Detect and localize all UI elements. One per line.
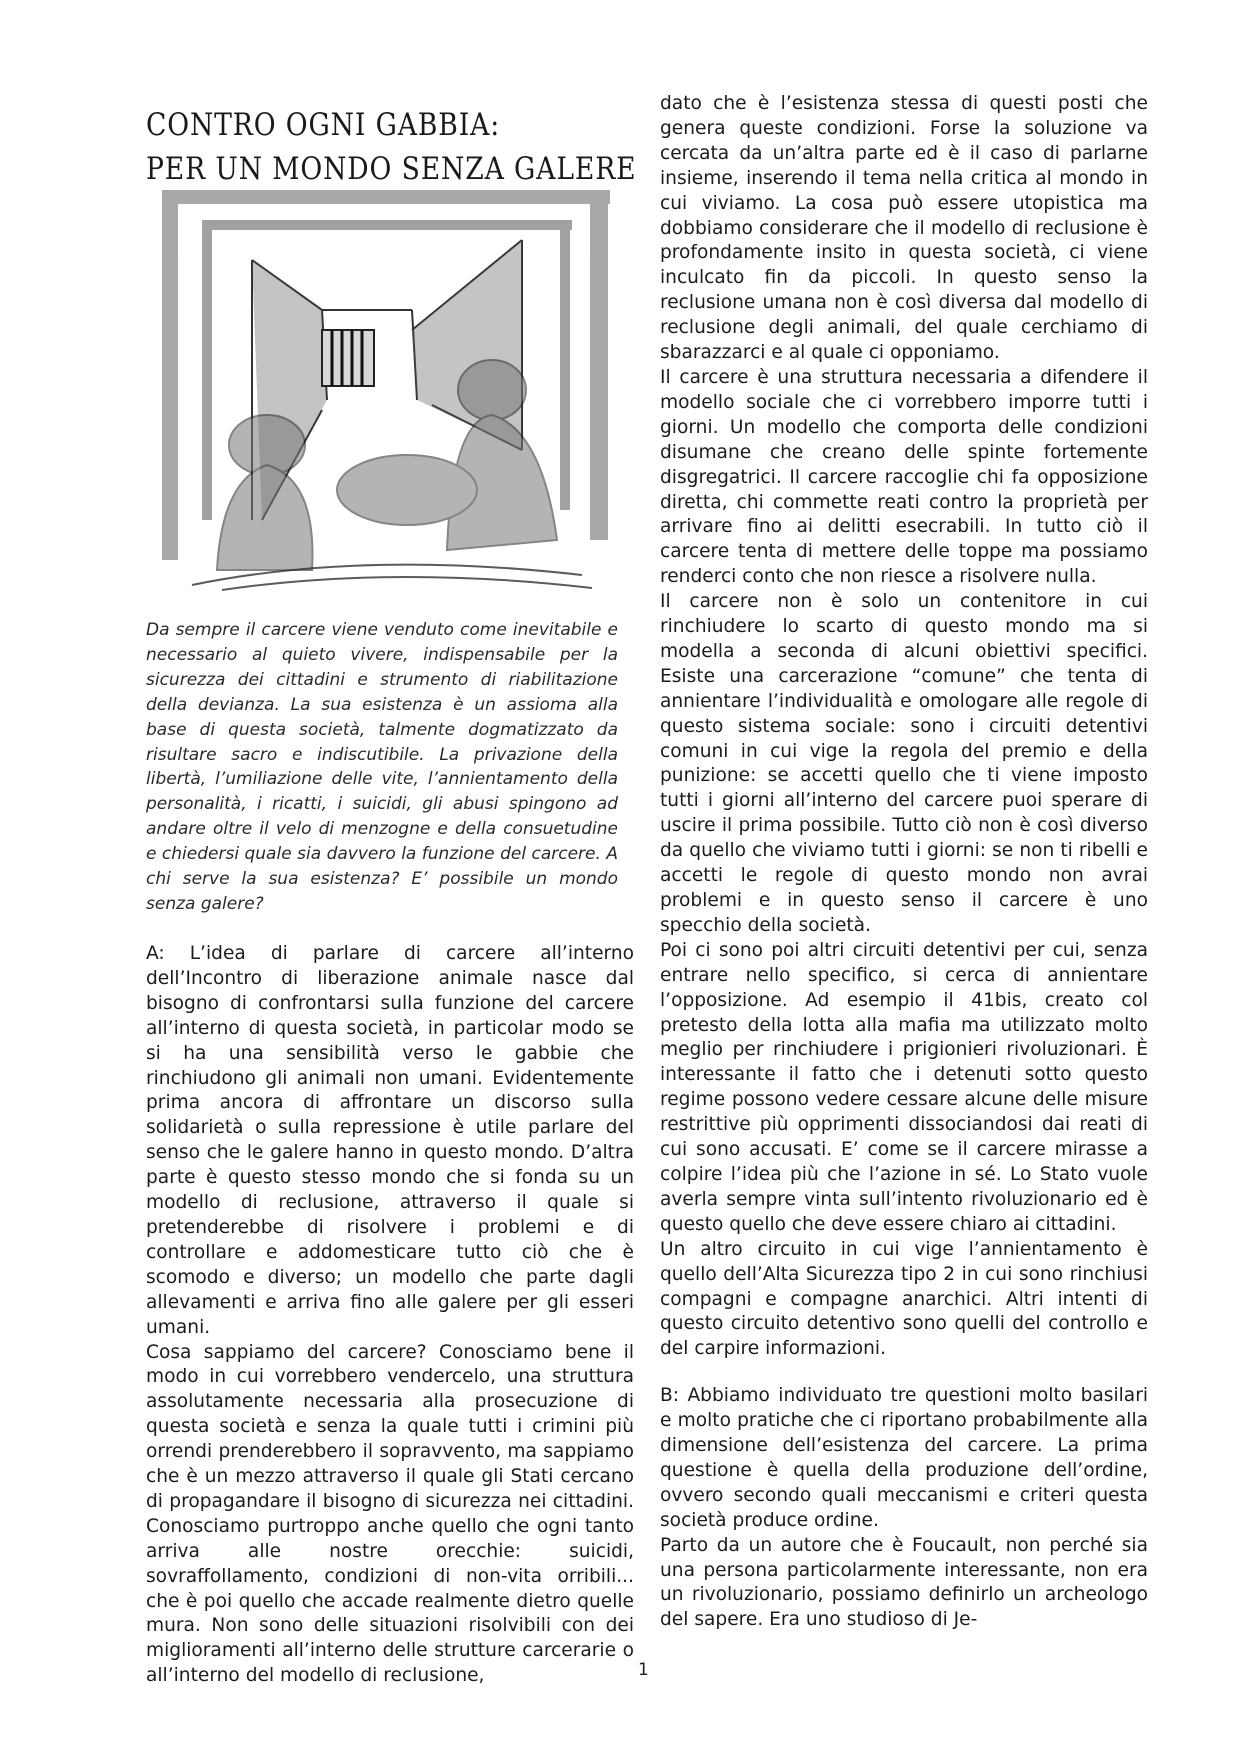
paragraph-right-7: Parto da un autore che è Foucault, non perché sia una persona particolarmente interessante, non era un rivoluzionario, possiamo definirlo un archeologo del sapere. Era uno studioso di Je-: [660, 1534, 1148, 1631]
paragraph-right-6: B: Abbiamo individuato tre questioni molto basilari e molto pratiche che ci riportano probabilmente alla dimensione dell’esistenza del carcere. La prima questione è quella della produzione dell’ordine, ovvero secondo quali meccanismi e criteri questa società produce ordine.: [660, 1385, 1148, 1531]
paragraph-right-4: Poi ci sono poi altri circuiti detentivi per cui, senza entrare nello specifico, si cerca di annientare l’opposizione. Ad esempio il 41bis, creato col pretesto della lotta alla mafia ma utilizzato molto meglio per rinchiudere i prigionieri rivoluzionari. È interessante il fatto che i detenuti sotto questo regime possono vedere cessare alcune delle misure restrittive più opprimenti dissociandosi dai reati di cui sono accusati. E’ come se il carcere mirasse a colpire l’idea più che l’azione in sé. Lo Stato vuole averla sempre vinta sull’intento rivoluzionario ed è questo quello che deve essere chiaro ai cittadini.: [660, 939, 1148, 1235]
title-line-1: CONTRO OGNI GABBIA:: [146, 106, 501, 143]
right-column: [660, 92, 1148, 1633]
title-line-2: PER UN MONDO SENZA GALERE: [146, 150, 637, 187]
paragraph-right-2: Il carcere è una struttura necessaria a difendere il modello sociale che ci vorrebbero imporre tutti i giorni. Un modello che comporta delle condizioni disumane che creano delle spinte fortemente disgregatrici. Il carcere raccoglie chi fa opposizione diretta, chi commette reati contro la proprietà per arrivare fino ai delitti esecrabili. In tutto ciò il carcere tenta di mettere delle toppe ma possiamo renderci conto che non riesce a risolvere nulla.: [660, 366, 1148, 588]
intro-paragraph: Da sempre il carcere viene venduto come inevitabile e necessario al quieto vivere, indispensabile per la sicurezza dei cittadini e strumento di riabilitazione della devianza. La sua esistenza è un assioma alla base di questa società, talmente dogmatizzato da risultare sacro e indiscutibile. La privazione della libertà, l’umiliazione delle vite, l’annientamento della personalità, i ricatti, i suicidi, gli abusi spingono ad andare oltre il velo di menzogne e della consuetudine e chiedersi quale sia davvero la funzione del carcere. A chi serve la sua esistenza? E’ possibile un mondo senza galere?: [146, 620, 618, 914]
page-number: 1: [638, 1660, 649, 1680]
intro-italic-text: [146, 618, 618, 917]
left-column: [146, 942, 634, 1689]
paragraph-right-5: Un altro circuito in cui vige l’annientamento è quello dell’Alta Sicurezza tipo 2 in cui sono rinchiusi compagni e compagne anarchici. Altri intenti di questo circuito detentivo sono quelli del controllo e del carpire informazioni.: [660, 1238, 1148, 1360]
paragraph-left-2: Cosa sappiamo del carcere? Conosciamo bene il modo in cui vorrebbero vendercelo, una struttura assolutamente necessaria alla prosecuzione di questa società e senza la quale tutti i crimini più orrendi prenderebbero il sopravvento, ma sappiamo che è un mezzo attraverso il quale gli Stati cercano di propagandare il bisogno di sicurezza nei cittadini. Conosciamo purtroppo anche quello che ogni tanto arriva alle nostre orecchie: suicidi, sovraffollamento, condizioni di non-vita orribili... che è poi quello che accade realmente dietro quelle mura. Non sono delle situazioni risolvibili con dei miglioramenti all’interno delle strutture carcerarie o all’interno del modello di reclusione,: [146, 1341, 634, 1687]
prison-sketch-illustration: [162, 190, 614, 594]
paragraph-right-1: dato che è l’esistenza stessa di questi posti che genera queste condizioni. Forse la soluzione va cercata da un’altra parte ed è il caso di parlarne insieme, inserendo il tema nella critica al mondo in cui viviamo. La cosa può essere utopistica ma dobbiamo considerare che il modello di reclusione è profondamente insito in questa società, ci viene inculcato fin da piccoli. In questo senso la reclusione umana non è così diversa dal modello di reclusione degli animali, del quale cerchiamo di sbarazzarci e al quale ci opponiamo.: [660, 93, 1148, 364]
paragraph-left-1: A: L’idea di parlare di carcere all’interno dell’Incontro di liberazione animale nasce dal bisogno di confrontarsi sulla funzione del carcere all’interno di questa società, in particolar modo se si ha una sensibilità verso le gabbie che rinchiudono gli animali non umani. Evidentemente prima ancora di affrontare un discorso sulla solidarietà o sulla repressione è utile parlare del senso che le galere hanno in questo mondo. D’altra parte è questo stesso mondo che si fonda su un modello di reclusione, attraverso il quale si pretenderebbe di risolvere i problemi e di controllare e addomesticare tutto ciò che è scomodo e diverso; un modello che parte dagli allevamenti e arriva fino alle galere per gli esseri umani.: [146, 943, 634, 1338]
paragraph-right-3: Il carcere non è solo un contenitore in cui rinchiudere lo scarto di questo mondo ma si modella a seconda di alcuni obiettivi specifici. Esiste una carcerazione “comune” che tenta di annientare l’individualità e omologare alle regole di questo sistema sociale: sono i circuiti detentivi comuni in cui vige la regola del premio e della punizione: se accetti quello che ti viene imposto tutti i giorni all’interno del carcere puoi sperare di uscire il prima possibile. Tutto ciò non è così diverso da quello che viviamo tutti i giorni: se non ti ribelli e accetti le regole di questo mondo non avrai problemi e in questo senso il carcere è uno specchio della società.: [660, 591, 1148, 936]
